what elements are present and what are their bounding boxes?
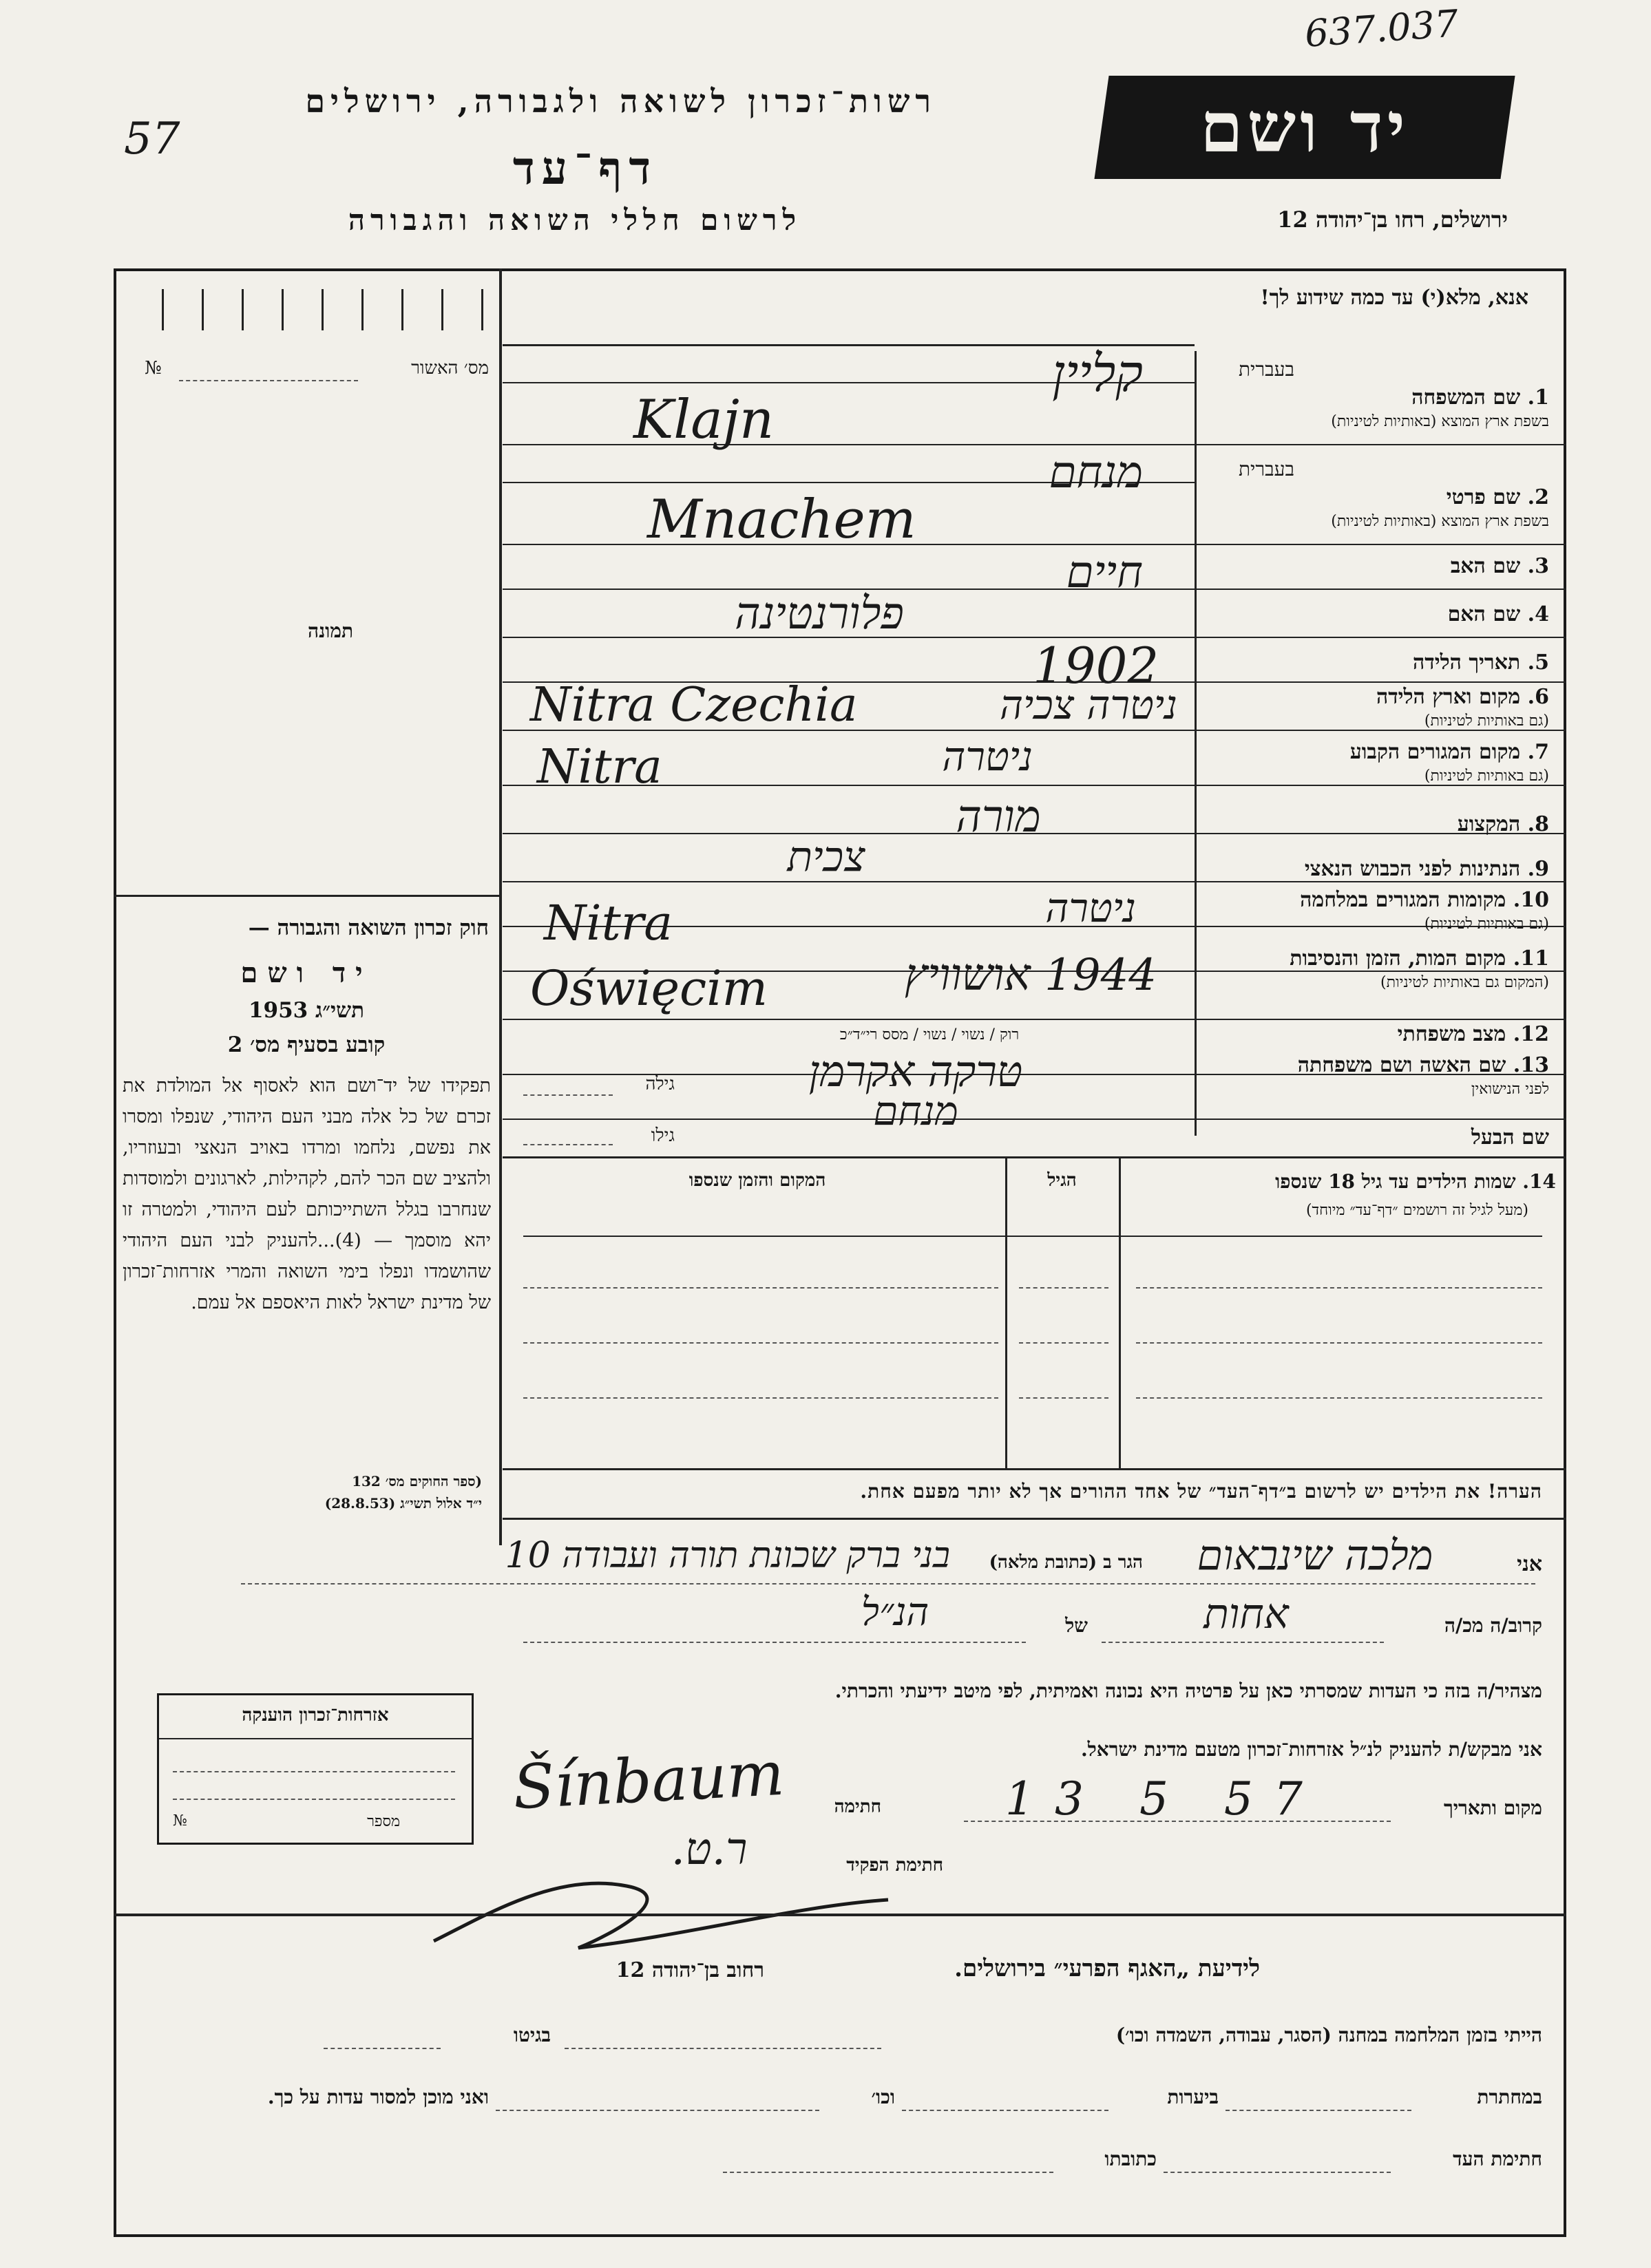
field-6-title: מקום וארץ הלידה (1376, 685, 1521, 709)
field-6-num: 6. (1527, 685, 1549, 709)
law-reference-2: י״ד אלול תשי״ג (28.8.53) (324, 1495, 482, 1512)
firstname-latin-value[interactable]: Mnachem (647, 489, 916, 551)
husband-name-value[interactable]: מנחם (873, 1088, 958, 1134)
field-2-lang: בעברית (1238, 458, 1294, 480)
field-husband-label (1201, 1125, 1549, 1149)
field-13-title: שם האשה ושם משפחתה (1297, 1053, 1506, 1077)
declarant-ani: אני (1517, 1552, 1542, 1576)
field-11-sub: (המקום גם באותיות לטיניות) (1380, 974, 1549, 991)
field-11-label (1201, 946, 1549, 991)
approval-tick-boxes (162, 289, 499, 337)
birth-date-value[interactable]: 1902 (1033, 637, 1159, 695)
approval-no-sign: № (145, 358, 162, 379)
field-9-label (1201, 857, 1549, 881)
birthplace-latin-value[interactable]: Nitra Czechia (530, 678, 858, 732)
certificate-no-sign: № (173, 1812, 187, 1830)
field-1-num: 1. (1527, 385, 1549, 410)
father-name-value[interactable]: חיים (1066, 547, 1143, 598)
children-col-age: הגיל (1047, 1170, 1077, 1191)
law-title: חוק זכרון השואה והגבורה — (248, 915, 489, 940)
field-2-sub: בשפת ארץ המוצא (באותיות לטיניות) (1331, 513, 1549, 530)
field-5-label (1201, 650, 1549, 675)
org-address: ירושלים, רחו בן־יהודה 12 (1277, 206, 1508, 233)
archive-stamp-number: 637.037 (1303, 1, 1460, 56)
field-1-sub: בשפת ארץ המוצא (באותיות לטיניות) (1331, 413, 1549, 430)
officer-signature[interactable]: ר.ט. (671, 1824, 748, 1875)
witness-address-label: כתובתו (1104, 2148, 1157, 2170)
field-7-label (1201, 740, 1549, 785)
officer-signature-stroke (406, 1831, 902, 1969)
bottom-ghetto-label: בגיטו (513, 2024, 551, 2046)
field-12-label (1201, 1022, 1549, 1046)
approval-label: מס׳ האשור (411, 358, 489, 379)
certificate-title: אזרחות־זכרון הוענקה (242, 1705, 389, 1726)
declarant-signature[interactable]: Šínbaum (511, 1737, 786, 1823)
bottom-forests-label: ביערות (1167, 2086, 1219, 2108)
marital-status-options[interactable]: רוק / נשוי / נשוי / מסס רי״ד״כ (839, 1026, 1020, 1043)
bottom-header: לידיעת „האגף הפרעי״ בירושלים. (954, 1955, 1260, 1982)
field-husband-title: שם הבעל (1471, 1125, 1549, 1149)
address-label: (כתובת מלאה) (989, 1552, 1097, 1573)
field-10-label (1201, 888, 1549, 933)
field-4-title: שם האם (1447, 602, 1521, 626)
field-7-sub: (גם באותיות לטיניות) (1424, 767, 1549, 785)
margin-number: 57 (124, 114, 180, 165)
bottom-camp-label: הייתי בזמן המלחמה במחנה (הסגר, עבודה, השמדה וכו׳) (1115, 2024, 1542, 2046)
field-2-num: 2. (1527, 485, 1549, 509)
wife-name-value[interactable]: טרקה אקרמן (808, 1046, 1023, 1096)
field-5-title: תאריך הלידה (1413, 650, 1521, 675)
witness-signature-label: חתימת העד (1453, 2148, 1542, 2170)
bottom-header-address: רחוב בן־יהודה 12 (616, 1958, 764, 1982)
death-place-hebrew-value[interactable]: 1944 אושוויץ (904, 950, 1157, 1001)
resides-label: הגר ב (1103, 1552, 1143, 1573)
request-text: אני מבקש/ת להעניק לנ״ל אזרחות־זכרון מטעם מדינת ישראל. (1080, 1738, 1542, 1761)
relative-label: קרוב/ה מכ/ה (1444, 1614, 1542, 1637)
law-text: תפקידו של יד־ושם הוא לאסוף אל המולדת את זכרם של כל אלה מבני העם היהודי, שנפלו ומסרו את נפשם, נלחמו ומרדו באויב הנאצי ובעוזריו, ולהציב שם הכר להם, לקהילות, לארגונים ולמוסדות שנחרבו בגלל השתייכותם לעם היהודי, ולמטרה זו יהא מוסמך — (4)...להעניק לבני העם היהודי שהושמדו ונפלו בימי השואה והמרי אזרחות־זכרון של מדינת ישראל לאות היאספם אל עמם. (123, 1075, 491, 1313)
declarant-name-value[interactable]: מלכה שינבאום (1197, 1532, 1433, 1580)
birthplace-hebrew-value[interactable]: ניטרה צכיה (1000, 681, 1177, 728)
field-10-num: 10. (1513, 888, 1549, 912)
death-place-latin-value[interactable]: Oświęcim (530, 960, 768, 1017)
children-col-place: המקום והזמן שנספו (688, 1170, 826, 1191)
certificate-number-label: מספר (367, 1813, 400, 1830)
firstname-hebrew-value[interactable]: מנחם (1049, 447, 1143, 498)
residence-hebrew-value[interactable]: ניטרה (942, 733, 1033, 780)
surname-hebrew-value[interactable]: קליין (1052, 344, 1143, 403)
form-subtitle: לרשום חללי השואה והגבורה (348, 203, 802, 237)
field-4-num: 4. (1527, 602, 1549, 626)
field-1-lang: בעברית (1238, 358, 1294, 381)
officer-signature-label: חתימת הפקיד (846, 1855, 943, 1876)
field-12-title: מצב משפחתי (1397, 1022, 1506, 1046)
field-4-label (1201, 602, 1549, 626)
authority-name: רשות־זכרון לשואה ולגבורה, ירושלים (305, 83, 936, 120)
photo-placeholder-label: תמונה (307, 619, 354, 642)
law-clause: קובע בסעיף מס׳ 2 (227, 1032, 386, 1057)
declarant-resides-label (950, 1552, 1143, 1573)
field-10-sub: (גם באותיות לטיניות) (1424, 915, 1549, 933)
field-8-num: 8. (1527, 812, 1549, 836)
field-9-title: הנתינות לפני הכבוש הנאצי (1304, 857, 1521, 881)
wartime-residence-hebrew-value[interactable]: ניטרה (1045, 884, 1136, 931)
field-6-label (1201, 685, 1549, 730)
bottom-ready-label: ואני מוכן למסור עדות על כך. (267, 2086, 489, 2108)
place-date-label: מקום ותאריך (1443, 1797, 1542, 1819)
children-section-label: 14. שמות הילדים עד גיל 18 שנספו (1275, 1170, 1556, 1193)
approval-number-label (138, 358, 489, 379)
mother-name-value[interactable]: פלורנטינה (735, 589, 904, 639)
field-2-title: שם פרטי (1446, 485, 1521, 509)
field-11-title: מקום המות, הזמן והנסיבות (1290, 946, 1506, 971)
field-5-num: 5. (1527, 650, 1549, 675)
profession-value[interactable]: מורה (956, 792, 1041, 842)
field-7-title: מקום המגורים הקבוע (1349, 740, 1521, 764)
children-section-sub: (מעל לגיל זה רושמים ״דף־עד״ מיוחד) (1305, 1202, 1528, 1219)
form-title: דף־עד (512, 141, 658, 195)
field-8-label (1201, 812, 1549, 836)
yad-vashem-logo (1094, 76, 1515, 179)
surname-latin-value[interactable]: Klajn (633, 389, 775, 451)
relation-value[interactable]: אחות (1203, 1590, 1289, 1638)
field-7-num: 7. (1527, 740, 1549, 764)
wife-age-label: גילה (645, 1074, 675, 1094)
field-3-num: 3. (1527, 554, 1549, 578)
of-label: של (1065, 1614, 1088, 1637)
declarant-address-value[interactable]: בני ברק שכונת תורה ועבודה 10 (505, 1535, 950, 1576)
declaration-text: מצהיר/ה בזה כי העדות שמסרתי כאן על פרטיה היא נכונה ואמיתית, לפי מיטב ידיעתי והכרתי. (834, 1679, 1542, 1702)
field-1-title: שם המשפחה (1411, 385, 1521, 410)
field-11-num: 11. (1513, 946, 1549, 971)
of-value[interactable]: הנ״ל (861, 1590, 929, 1635)
bottom-underground-label: במחתרת (1477, 2086, 1542, 2108)
field-6-sub: (גם באותיות לטיניות) (1424, 712, 1549, 730)
field-3-label (1201, 554, 1549, 578)
logo-text: יד ושם (1200, 87, 1409, 168)
field-8-title: המקצוע (1457, 812, 1521, 836)
wartime-residence-latin-value[interactable]: Nitra (544, 895, 673, 951)
field-9-num: 9. (1527, 857, 1549, 881)
certificate-box (157, 1693, 474, 1845)
field-3-title: שם האב (1450, 554, 1521, 578)
residence-latin-value[interactable]: Nitra (537, 740, 662, 794)
field-13-num: 13. (1513, 1053, 1549, 1077)
citizenship-value[interactable]: צכית (787, 833, 865, 881)
field-13-sub: לפני הנישואין (1471, 1081, 1549, 1098)
signature-label: חתימה (834, 1797, 881, 1817)
instructions: אנא, מלא(י) עד כמה שידוע לך! (1260, 286, 1528, 310)
law-reference-1: (ספר החוקים מס׳ 132 (352, 1473, 482, 1490)
field-1-label (1201, 385, 1549, 430)
field-10-title: מקומות המגורים במלחמה (1300, 888, 1506, 912)
law-year: תשי״ג 1953 (248, 998, 365, 1023)
field-13-label (1201, 1053, 1549, 1098)
field-12-num: 12. (1513, 1022, 1549, 1046)
law-name: יד ושם (240, 957, 372, 989)
husband-age-label: גילו (651, 1125, 675, 1146)
date-value[interactable]: 13 5 57 (1005, 1772, 1323, 1825)
bottom-etc-label: וכו׳ (871, 2086, 895, 2108)
field-2-label (1201, 485, 1549, 530)
children-note: הערה! את הילדים יש לרשום ב״דף־העד״ של אחד ההורים אך לא יותר מפעם אחת. (860, 1480, 1542, 1503)
